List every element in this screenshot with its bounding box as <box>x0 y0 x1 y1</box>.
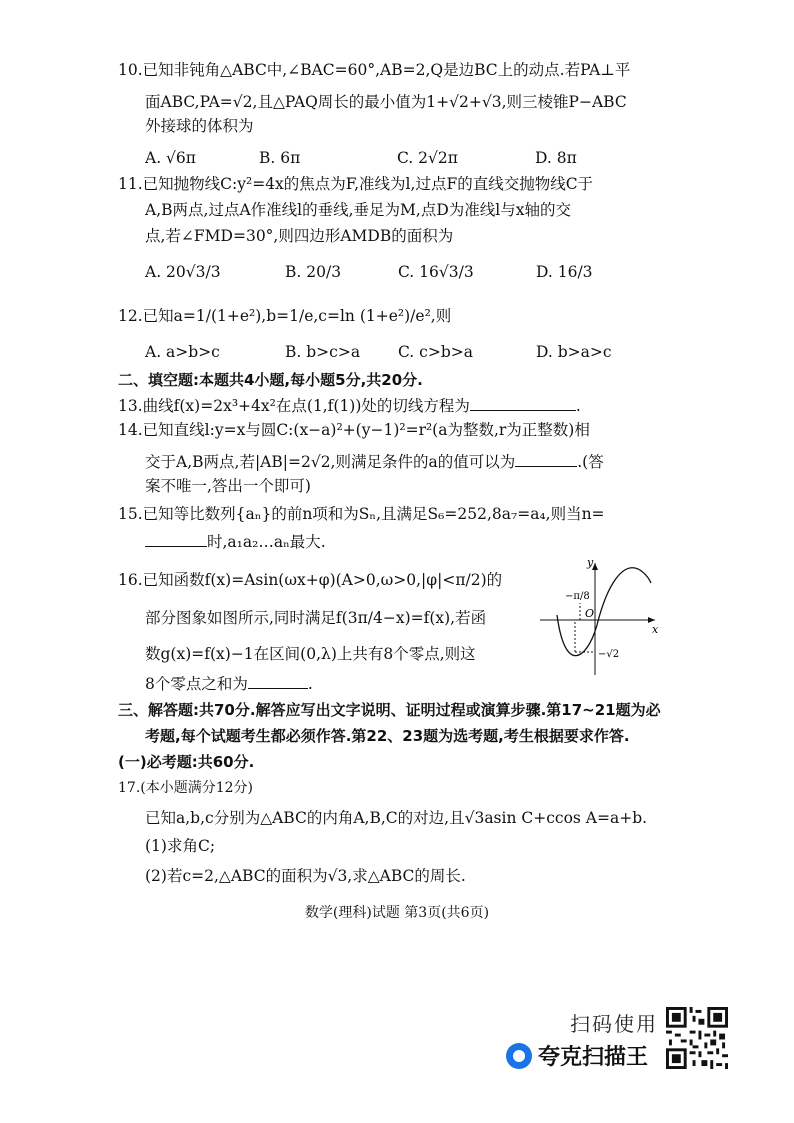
graph-y-label: y <box>587 556 594 569</box>
q11-option-b: B. 20/3 <box>285 263 342 281</box>
q10-option-b: B. 6π <box>259 149 301 167</box>
q16-line3: 数g(x)=f(x)−1在区间(0,λ)上共有8个零点,则这 <box>145 645 476 663</box>
q12-line1: 12.已知a=1/(1+e²),b=1/e,c=ln (1+e²)/e²,则 <box>118 307 452 325</box>
q11-line1: 11.已知抛物线C:y²=4x的焦点为F,准线为l,过点F的直线交抛物线C于 <box>118 175 594 193</box>
q11-option-a: A. 20√3/3 <box>145 263 221 281</box>
q11-option-d: D. 16/3 <box>536 263 593 281</box>
q14-line1: 14.已知直线l:y=x与圆C:(x−a)²+(y−1)²=r²(a为整数,r为正整数)相 <box>118 421 590 439</box>
q17-line1: 已知a,b,c分别为△ABC的内角A,B,C的对边,且√3asin C+ccos A=a+b. <box>145 809 648 827</box>
q10-option-c: C. 2√2π <box>397 149 458 167</box>
q10-line1: 10.已知非钝角△ABC中,∠BAC=60°,AB=2,Q是边BC上的动点.若PA⊥平 <box>118 61 631 79</box>
qr-code-icon <box>666 1007 728 1069</box>
q15-line1: 15.已知等比数列{aₙ}的前n项和为Sₙ,且满足S₆=252,8a₇=a₄,则当n= <box>118 505 605 523</box>
sine-curve <box>557 568 651 656</box>
q14-text: 交于A,B两点,若|AB|=2√2,则满足条件的a的值可以为 <box>145 453 516 471</box>
q13-answer-blank <box>470 394 576 411</box>
q15-answer-blank <box>145 530 207 547</box>
q12-option-d: D. b>a>c <box>536 343 612 361</box>
q14-text-end: .(答 <box>577 453 604 471</box>
q16-answer-blank <box>248 672 308 689</box>
q12-option-a: A. a>b>c <box>145 343 220 361</box>
q13-text: 13.曲线f(x)=2x³+4x²在点(1,f(1))处的切线方程为 <box>118 397 470 415</box>
q10-line3: 外接球的体积为 <box>145 117 254 135</box>
q13-line <box>118 394 581 416</box>
q17-heading: 17.(本小题满分12分) <box>118 780 254 796</box>
section-fill-in-heading: 二、填空题:本题共4小题,每小题5分,共20分. <box>118 371 423 389</box>
graph-xtick-label: −π/8 <box>565 591 590 602</box>
q15-line2 <box>145 530 326 552</box>
q10-option-d: D. 8π <box>535 149 577 167</box>
q16-function-graph <box>535 555 665 680</box>
q16-line1: 16.已知函数f(x)=Asin(ωx+φ)(A>0,ω>0,|φ|<π/2)的 <box>118 571 503 589</box>
q17-line2: (1)求角C; <box>145 837 216 855</box>
brand-logo-icon <box>506 1043 532 1069</box>
q10-line2: 面ABC,PA=√2,且△PAQ周长的最小值为1+√2+√3,则三棱锥P−ABC <box>145 93 627 111</box>
q16-text: 8个零点之和为 <box>145 675 248 693</box>
scan-label: 扫码使用 <box>570 1012 658 1036</box>
q16-text-end: . <box>307 675 313 693</box>
q14-answer-blank <box>515 450 577 467</box>
q14-line3: 案不唯一,答出一个即可) <box>145 477 311 495</box>
q11-line3: 点,若∠FMD=30°,则四边形AMDB的面积为 <box>145 227 454 245</box>
q17-line3: (2)若c=2,△ABC的面积为√3,求△ABC的周长. <box>145 867 466 885</box>
q16-line2: 部分图象如图所示,同时满足f(3π/4−x)=f(x),若函 <box>145 609 487 627</box>
scanner-brand <box>506 1040 648 1071</box>
q15-text: 时,a₁a₂…aₙ最大. <box>207 533 326 551</box>
q11-option-c: C. 16√3/3 <box>398 263 474 281</box>
q12-option-b: B. b>c>a <box>285 343 361 361</box>
graph-x-label: x <box>652 623 659 636</box>
graph-origin-label: O <box>585 607 595 620</box>
q16-line4 <box>145 672 313 694</box>
q11-line2: A,B两点,过点A作准线l的垂线,垂足为M,点D为准线l与x轴的交 <box>145 201 571 219</box>
brand-name: 夸克扫描王 <box>538 1045 649 1070</box>
required-heading: (一)必考题:共60分. <box>118 753 255 771</box>
q10-option-a: A. √6π <box>145 149 196 167</box>
section-answer-heading-line2: 考题,每个试题考生都必须作答.第22、23题为选考题,考生根据要求作答. <box>145 727 630 745</box>
q14-line2 <box>145 450 604 472</box>
page-footer: 数学(理科)试题 第3页(共6页) <box>304 905 490 921</box>
section-answer-heading-line1: 三、解答题:共70分.解答应写出文字说明、证明过程或演算步骤.第17~21题为必 <box>118 701 661 719</box>
graph-ytick-label: −√2 <box>598 649 620 660</box>
q12-option-c: C. c>b>a <box>398 343 473 361</box>
q13-end: . <box>575 397 581 415</box>
